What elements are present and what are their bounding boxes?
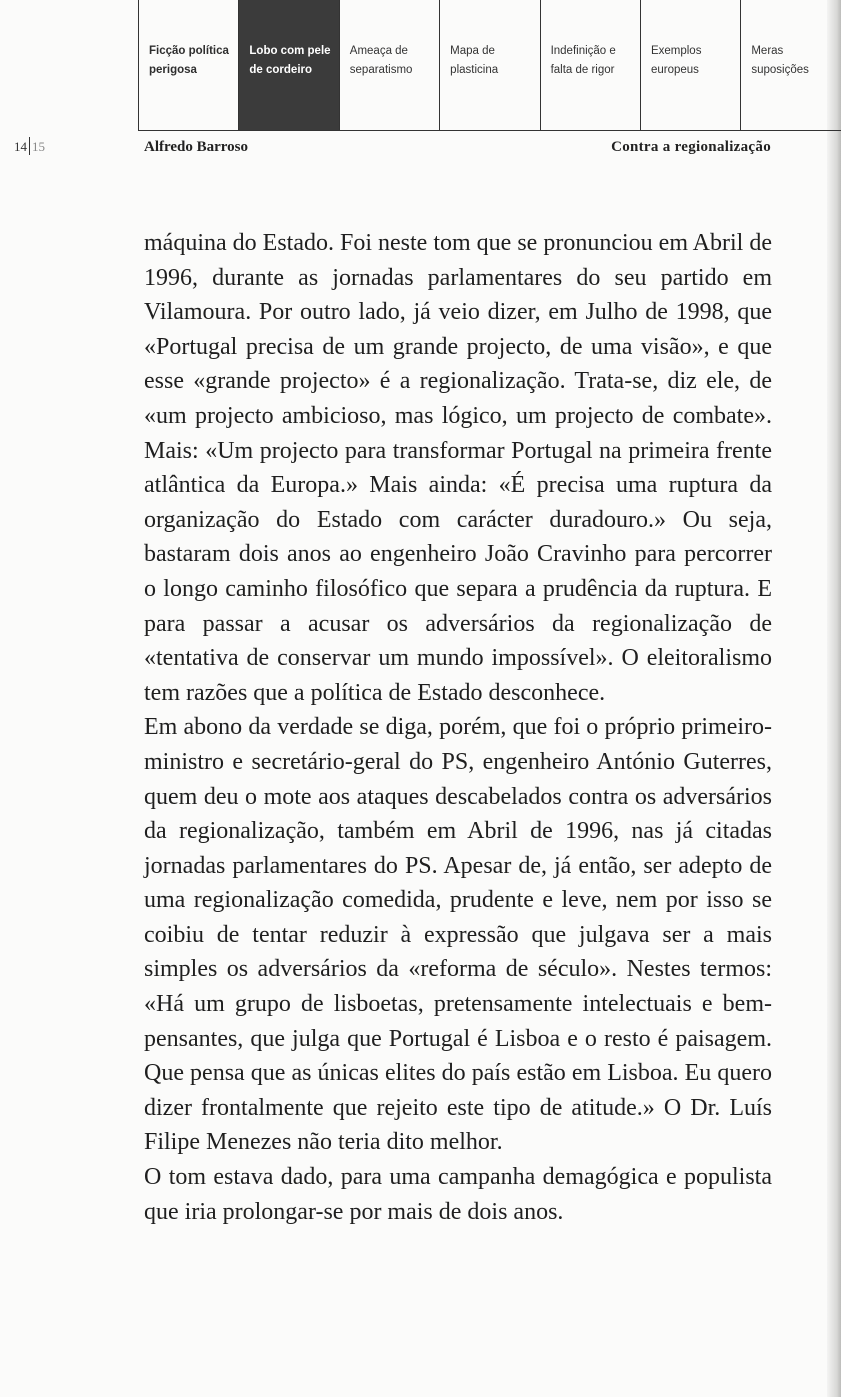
page-number-left: 14 — [14, 139, 27, 154]
page-edge-shadow — [827, 0, 841, 1397]
page-numbers — [14, 137, 45, 155]
tab-label: Mapa de plasticina — [450, 45, 499, 76]
paragraph: O tom estava dado, para uma campanha demagógica e populista que iria prolongar-se por mais de dois anos. — [144, 1164, 772, 1225]
tab-label: Exemplos europeus — [650, 45, 702, 76]
tab-indefinicao-e-falta-de-rigor[interactable] — [540, 0, 640, 131]
page-number-divider — [29, 137, 30, 155]
tab-exemplos-europeus[interactable] — [640, 0, 740, 131]
tab-label: Ameaça de separatismo — [349, 45, 413, 76]
tab-lobo-com-pele-de-cordeiro[interactable] — [238, 0, 338, 131]
paragraph: Em abono da verdade se diga, porém, que foi o próprio primeiro-ministro e secretário-geral do PS, engenheiro António Guterres, quem deu o mote aos ataques descabelados contra os adversários da regionalização, também em Abril de 1996, nas já citadas jornadas parlamentares do PS. Apesar de, já então, ser adepto de uma regionalização comedida, prudente e leve, nem por isso se coibiu de tentar reduzir à expressão que julgava ser a mais simples os adversários da «reforma de século». Nestes termos: «Há um grupo de lisboetas, pretensamente intelectuais e bem-pensantes, que julga que Portugal é Lisboa e o resto é paisagem. Que pensa que as únicas elites do país estão em Lisboa. Eu quero dizer frontalmente que rejeito este tipo de atitude.» O Dr. Luís Filipe Menezes não teria dito melhor. — [144, 714, 772, 1156]
running-head-title: Contra a regionalização — [611, 139, 771, 155]
tab-label: Lobo com pele de cordeiro — [249, 45, 331, 76]
tab-label: Meras suposições — [751, 45, 809, 76]
paragraph: máquina do Estado. Foi neste tom que se pronunciou em Abril de 1996, durante as jornadas parlamentares do seu partido em Vilamoura. Por outro lado, já veio dizer, em Julho de 1998, que «Portugal precisa de um grande projecto, de uma visão», e que esse «grande projecto» é a regionalização. Trata-se, diz ele, de «um projecto ambicioso, mas lógico, um projecto de combate». Mais: «Um projecto para transformar Portugal na primeira frente atlântica da Europa.» Mais ainda: «É precisa uma ruptura da organização do Estado com carácter duradouro.» Ou seja, bastaram dois anos ao engenheiro João Cravinho para percorrer o longo caminho filosófico que separa a prudência da ruptura. E para passar a acusar os adversários da regionalização de «tentativa de conservar um mundo impossível». O eleitoralismo tem razões que a política de Estado desconhece. — [144, 230, 772, 706]
chapter-tabs — [138, 0, 841, 131]
page-number-right: 15 — [32, 139, 45, 154]
running-head-author: Alfredo Barroso — [144, 139, 249, 155]
tab-meras-suposicoes[interactable] — [740, 0, 840, 131]
body-text — [144, 226, 772, 1229]
tab-ficcao-politica-perigosa[interactable] — [138, 0, 238, 131]
tab-label: Ficção política perigosa — [149, 45, 229, 76]
tab-mapa-de-plasticina[interactable] — [439, 0, 539, 131]
tab-ameaca-de-separatismo[interactable] — [339, 0, 439, 131]
tab-label: Indefinição e falta de rigor — [550, 45, 616, 76]
